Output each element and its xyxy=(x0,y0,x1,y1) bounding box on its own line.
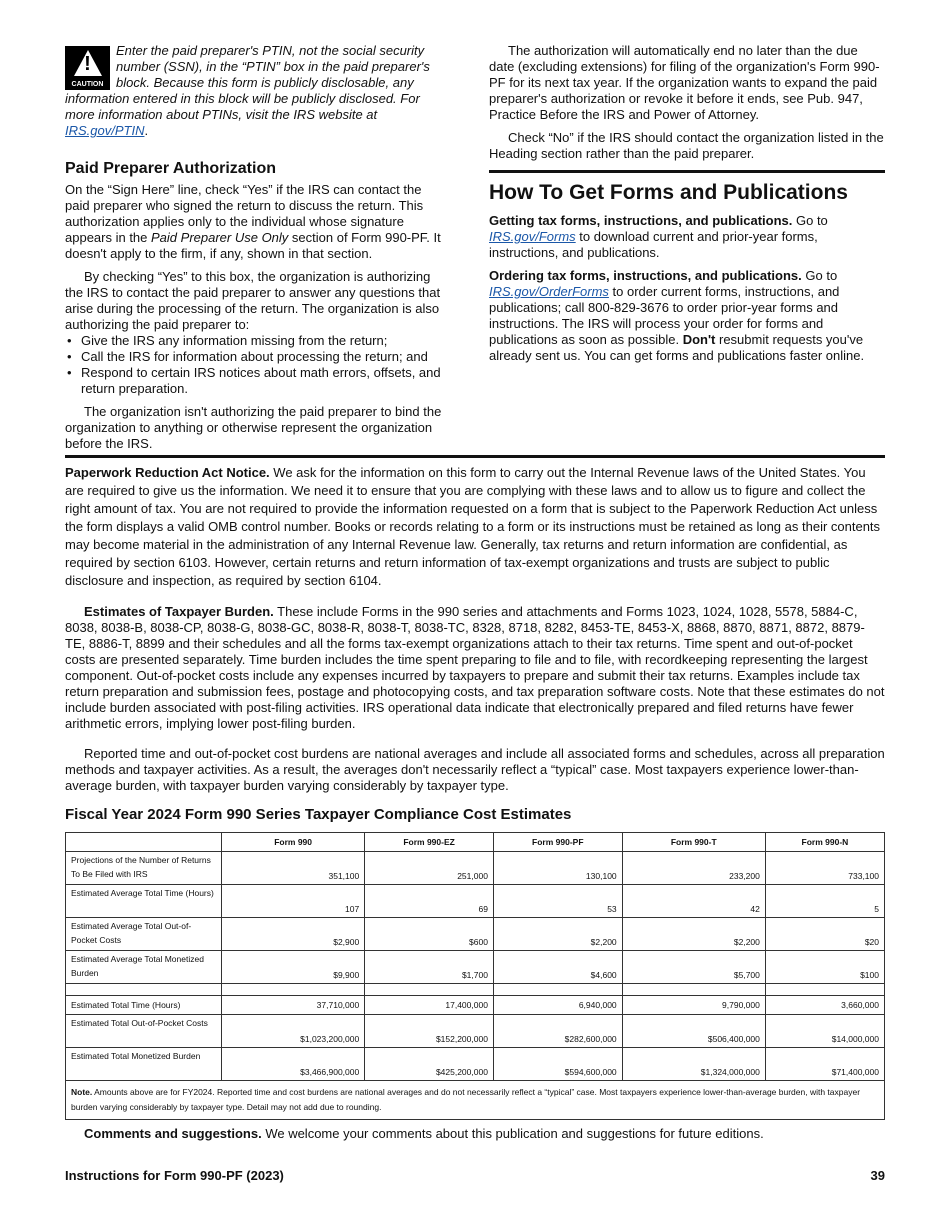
table-row xyxy=(66,918,885,951)
table-cell: $1,023,200,000 xyxy=(222,1015,365,1048)
paragraph: The authorization will automatically end no later than the due date (excluding extensions) for filing of the organization's Form 990-PF for its next tax year. If the organization wants to expand the paid preparer's authorization or revoke it before it ends, see Pub. 947, Practice Before the IRS and Power of Attorney. xyxy=(489,43,880,122)
table-cell: 351,100 xyxy=(222,852,365,885)
table-cell: 42 xyxy=(622,885,765,918)
table-cell: 251,000 xyxy=(365,852,494,885)
table-cell: $3,466,900,000 xyxy=(222,1048,365,1081)
table-cell: 733,100 xyxy=(765,852,884,885)
ptin-link[interactable]: IRS.gov/PTIN xyxy=(65,123,145,138)
table-cell: $425,200,000 xyxy=(365,1048,494,1081)
comments-paragraph: Comments and suggestions. We welcome your comments about this publication and suggestions for future editions. xyxy=(84,1126,764,1141)
footer-title: Instructions for Form 990-PF (2023) xyxy=(65,1168,284,1183)
table-note: Note. Amounts above are for FY2024. Reported time and cost burdens are national averages and do not necessarily reflect a “typical” case. Most taxpayers experience lower-than-average burden, with taxpayer burden varying considerably by taxpayer type. Detail may not add due to rounding. xyxy=(66,1081,885,1120)
section-heading: How To Get Forms and Publications xyxy=(489,170,885,205)
bullet-list xyxy=(65,333,443,397)
orderforms-link[interactable]: IRS.gov/OrderForms xyxy=(489,284,609,299)
table-row xyxy=(66,1015,885,1048)
row-label: Estimated Total Out-of-Pocket Costs xyxy=(66,1015,222,1048)
table-cell: 107 xyxy=(222,885,365,918)
row-label: Estimated Total Time (Hours) xyxy=(66,996,222,1015)
list-item: • Call the IRS for information about processing the return; and xyxy=(65,349,443,365)
column-header: Form 990-EZ xyxy=(365,833,494,852)
table-row xyxy=(66,852,885,885)
table-cell: $282,600,000 xyxy=(493,1015,622,1048)
section-heading: Paid Preparer Authorization xyxy=(65,160,276,177)
table-row xyxy=(66,1048,885,1081)
forms-link[interactable]: IRS.gov/Forms xyxy=(489,229,576,244)
row-label: Projections of the Number of Returns To Be Filed with IRS xyxy=(66,852,222,885)
right-column xyxy=(489,43,885,364)
caution-text: Enter the paid preparer's PTIN, not the social security number (SSN), in the “PTIN” box in the paid preparer's block. Because this form is publicly disclosable, any information entered in this block will be publicly disclosed. For more information about PTINs, visit the IRS website at xyxy=(65,43,430,122)
table-cell: $1,324,000,000 xyxy=(622,1048,765,1081)
table-cell: $152,200,000 xyxy=(365,1015,494,1048)
burden-estimates: Estimates of Taxpayer Burden. These include Forms in the 990 series and attachments and Forms 1023, 1024, 1028, 5578, 5884-C, 8038, 8038-B, 8038-CP, 8038-G, 8038-GC, 8038-R, 8038-T, 8038-TC, 8328, 8718, 8282, 8453-TE, 8453-X, 8868, 8870, 8871, 8872, 8879-TE, 8886-T, 8899 and their schedules and all the forms tax-exempt organizations attach to their tax returns. Time spent and out-of-pocket costs are presented separately. Time burden includes the time spent preparing to file and to file, with recordkeeping representing the largest component. Out-of-pocket costs include any expenses incurred by taxpayers to prepare and submit their tax returns. Examples include tax return preparation and submission fees, postage and photocopying costs, and tax preparation software costs. Note that these estimates do not include burden associated with post-filing activities. IRS operational data indicate that electronically prepared and filed returns have fewer arithmetic errors, implying lower post-filing burden. xyxy=(65,604,885,731)
table-cell: 233,200 xyxy=(622,852,765,885)
paragraph: By checking “Yes” to this box, the organization is authorizing the IRS to contact the paid preparer to answer any questions that arise during the processing of the return. The organization is also authorizing the paid preparer to: xyxy=(65,269,441,332)
table-cell: $14,000,000 xyxy=(765,1015,884,1048)
column-header: Form 990 xyxy=(222,833,365,852)
paragraph: Reported time and out-of-pocket cost burdens are national averages and include all associated forms and schedules, across all preparation methods and taxpayer activities. As a result, the averages don't necessarily reflect a “typical” case. Most taxpayers experience lower-than-average burden, with taxpayer burden varying considerably by taxpayer type. xyxy=(65,746,885,793)
table-cell: $100 xyxy=(765,951,884,984)
table-cell: $2,200 xyxy=(622,918,765,951)
table-header-row xyxy=(66,833,885,852)
full-width-section xyxy=(65,455,885,1120)
list-item: • Give the IRS any information missing from the return; xyxy=(65,333,443,349)
table-cell: 3,660,000 xyxy=(765,996,884,1015)
column-header: Form 990-N xyxy=(765,833,884,852)
row-label: Estimated Average Total Time (Hours) xyxy=(66,885,222,918)
paragraph: Ordering tax forms, instructions, and publications. Go to IRS.gov/OrderForms to order current forms, instructions, and publications; call 800-829-3676 to order prior-year forms and instructions. The IRS will process your order for forms and publications as soon as possible. Don't resubmit requests you've already sent us. You can get forms and publications faster online. xyxy=(489,268,865,363)
table-cell: 9,790,000 xyxy=(622,996,765,1015)
table-cell: 5 xyxy=(765,885,884,918)
left-column xyxy=(65,43,443,452)
table-row xyxy=(66,996,885,1015)
page-footer xyxy=(65,1168,885,1184)
table-cell: 53 xyxy=(493,885,622,918)
table-title: Fiscal Year 2024 Form 990 Series Taxpayer Compliance Cost Estimates xyxy=(65,806,572,823)
spacer-row xyxy=(66,984,885,996)
table-cell: $5,700 xyxy=(622,951,765,984)
caution-block: ! CAUTION Enter the paid preparer's PTIN, not the social security number (SSN), in the “PTIN” box in the paid preparer's block. Because this form is publicly disclosable, any information entered in this block will be publicly disclosed. For more information about PTINs, visit the IRS website at IRS.gov/PTIN. xyxy=(65,43,430,138)
table-cell: $2,900 xyxy=(222,918,365,951)
table-cell: $9,900 xyxy=(222,951,365,984)
table-cell: $594,600,000 xyxy=(493,1048,622,1081)
table-cell: 37,710,000 xyxy=(222,996,365,1015)
table-cell: $1,700 xyxy=(365,951,494,984)
row-label: Estimated Average Total Monetized Burden xyxy=(66,951,222,984)
cost-estimates-table xyxy=(65,832,885,1120)
table-cell: $2,200 xyxy=(493,918,622,951)
table-cell: 6,940,000 xyxy=(493,996,622,1015)
table-cell: $506,400,000 xyxy=(622,1015,765,1048)
table-cell: $4,600 xyxy=(493,951,622,984)
table-row xyxy=(66,951,885,984)
table-cell: 17,400,000 xyxy=(365,996,494,1015)
row-label: Estimated Total Monetized Burden xyxy=(66,1048,222,1081)
column-header: Form 990-PF xyxy=(493,833,622,852)
page-number: 39 xyxy=(870,1168,885,1183)
column-header: Form 990-T xyxy=(622,833,765,852)
table-cell: $20 xyxy=(765,918,884,951)
table-cell: 69 xyxy=(365,885,494,918)
paragraph: Getting tax forms, instructions, and publications. Go to IRS.gov/Forms to download current and prior-year forms, instructions, and publications. xyxy=(489,213,828,260)
list-item: • Respond to certain IRS notices about math errors, offsets, and return preparation. xyxy=(65,365,443,397)
table-cell: 130,100 xyxy=(493,852,622,885)
table-note-row xyxy=(66,1081,885,1120)
caution-icon: ! CAUTION xyxy=(65,46,110,90)
table-row xyxy=(66,885,885,918)
paperwork-notice: Paperwork Reduction Act Notice. We ask for the information on this form to carry out the Internal Revenue laws of the United States. You are required to give us the information. We need it to ensure that you are complying with these laws and to allow us to figure and collect the right amount of tax. You are not required to provide the information requested on a form that is subject to the Paperwork Reduction Act unless the form displays a valid OMB control number. Books or records relating to a form or its instructions must be retained as long as their contents may become material in the administration of any Internal Revenue law. Generally, tax returns and return information are confidential, as required by section 6103. However, certain returns and return information of tax-exempt organizations and trusts are subject to public disclosure and inspection, as required by section 6104. xyxy=(65,465,881,588)
table-cell: $71,400,000 xyxy=(765,1048,884,1081)
paragraph: Check “No” if the IRS should contact the organization listed in the Heading section rather than the paid preparer. xyxy=(489,130,884,161)
table-cell: $600 xyxy=(365,918,494,951)
row-label: Estimated Average Total Out-of-Pocket Costs xyxy=(66,918,222,951)
paragraph: The organization isn't authorizing the paid preparer to bind the organization to anything or otherwise represent the organization before the IRS. xyxy=(65,404,442,451)
paragraph: On the “Sign Here” line, check “Yes” if the IRS can contact the paid preparer who signed the return to discuss the return. This authorization applies only to the individual whose signature appears in the Paid Preparer Use Only section of Form 990-PF. It doesn't apply to the firm, if any, shown in that section. xyxy=(65,182,441,261)
